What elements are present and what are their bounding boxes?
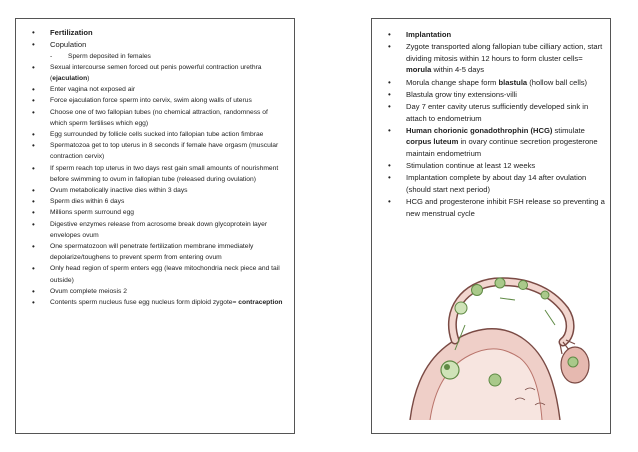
bullet-icon: • (32, 286, 35, 296)
item-text: Millions sperm surround egg (50, 209, 135, 217)
bold-term: Human chorionic gonadothrophin (HCG) (406, 125, 553, 135)
bullet-icon: • (388, 125, 391, 135)
two-cell-stage (519, 281, 528, 290)
bullet-icon: • (32, 264, 35, 274)
bullet-icon: • (32, 298, 35, 308)
item-text: Implantation complete by about day 14 after ovulation (should start next period) (406, 173, 587, 194)
bullet-icon: • (32, 62, 35, 72)
inner-cell-mass (444, 364, 450, 370)
item-text: in ovary continue secretion progesterone maintain endometrium (406, 137, 598, 158)
left-list-item (30, 140, 286, 162)
item-text: ) (87, 75, 90, 82)
item-text: Force ejaculation force sperm into cervix, swim along walls of uterus (50, 97, 252, 105)
right-list-item (386, 125, 608, 160)
zygote (541, 291, 549, 299)
item-text: Digestive enzymes release from acrosome break down glycoprotein layer envelopes ovum (50, 220, 268, 239)
left-notes-panel (15, 18, 295, 434)
bullet-icon: • (32, 197, 35, 207)
right-list-item (386, 160, 608, 172)
morula (472, 285, 483, 296)
left-list-item (30, 241, 286, 263)
item-text: Day 7 enter cavity uterus sufficiently developed sink in attach to endometrium (406, 101, 589, 123)
implantation-notes-list (386, 29, 608, 220)
bullet-icon: • (388, 197, 391, 207)
bullet-icon: • (388, 101, 391, 111)
right-list-item (386, 172, 608, 195)
item-text: Copulation (50, 39, 87, 49)
item-text: Choose one of two fallopian tubes (no chemical attraction, randomness of which sperm fertilises which egg) (50, 108, 268, 127)
left-list-item (30, 297, 286, 308)
item-text: Sperm dies within 6 days (50, 198, 125, 206)
right-list-item (386, 89, 608, 101)
left-list-item (30, 107, 286, 129)
bullet-icon: • (32, 107, 35, 117)
bullet-icon: • (32, 219, 35, 229)
item-text: Ovum complete meiosis 2 (50, 287, 127, 295)
item-text: within 4-5 days (431, 65, 485, 75)
item-text: stimulate (552, 125, 585, 135)
bold-term: contraception (238, 299, 283, 307)
left-list-item (30, 62, 286, 84)
bullet-icon: • (388, 42, 391, 52)
bold-term: Fertilization (50, 28, 93, 37)
bullet-icon: • (388, 161, 391, 171)
right-list-item (386, 41, 608, 76)
item-text: One spermatozoon will penetrate fertilization membrane immediately depolarize/toughens to prevent sperm from entering ovum (50, 243, 254, 262)
item-text: Only head region of sperm enters egg (leave mitochondria neck piece and tail outside) (50, 265, 280, 284)
left-list-item (30, 263, 286, 285)
bullet-icon: • (32, 39, 35, 49)
bold-term: morula (406, 65, 432, 75)
left-list-item (30, 219, 286, 241)
item-text: Sexual intercourse semen forced out penis powerful contraction urethra ( (50, 63, 262, 82)
item-text: Blastula grow tiny extensions-villi (406, 89, 517, 99)
bullet-icon: • (32, 186, 35, 196)
right-list-item (386, 196, 608, 219)
fertilization-notes-list (30, 27, 286, 308)
left-list-item (30, 27, 286, 39)
bullet-icon: • (32, 130, 35, 140)
right-list-item (386, 77, 608, 89)
bold-term: ejaculation (52, 75, 88, 82)
item-text: Spermatozoa get to top uterus in 8 seconds if female have orgasm (muscular contraction cervix) (50, 142, 279, 161)
item-text: Ovum metabolically inactive dies within 3 days (50, 187, 188, 195)
item-text: Contents sperm nucleus fuse egg nucleus form diploid zygote= (50, 299, 239, 307)
item-text: Sperm deposited in females (68, 52, 151, 60)
bullet-icon: • (32, 141, 35, 151)
bullet-icon: • (388, 30, 391, 39)
bold-term: corpus luteum (406, 137, 459, 147)
diagram-drawing (395, 270, 595, 420)
left-list-item (30, 51, 286, 62)
left-list-item (30, 185, 286, 196)
bullet-icon: • (388, 77, 391, 87)
item-text: HCG and progesterone inhibit FSH release so preventing a new menstrual cycle (406, 197, 605, 218)
left-list-item (30, 39, 286, 51)
bullet-icon: • (32, 85, 35, 95)
movement-arrows (500, 298, 555, 325)
fertilization-implantation-diagram-icon (395, 270, 595, 420)
bullet-icon: • (32, 96, 35, 106)
dash-marker: - (50, 52, 53, 60)
right-list-item (386, 29, 608, 41)
bold-term: blastula (498, 77, 528, 87)
item-text: Stimulation continue at least 12 weeks (406, 161, 536, 171)
right-list-item (386, 101, 608, 124)
left-list-item (30, 163, 286, 185)
bullet-icon: • (32, 242, 35, 252)
left-list-item (30, 286, 286, 297)
bullet-icon: • (388, 173, 391, 183)
bold-term: Implantation (406, 30, 452, 39)
bullet-icon: • (32, 208, 35, 218)
early-blastula (455, 302, 467, 314)
bullet-icon: • (32, 28, 35, 37)
left-list-item (30, 196, 286, 207)
item-text: Enter vagina not exposed air (50, 86, 136, 94)
bullet-icon: • (32, 163, 35, 173)
left-list-item (30, 84, 286, 95)
implanting-embryo (489, 374, 501, 386)
left-list-item (30, 129, 286, 140)
item-text: If sperm reach top uterus in two days rest gain small amounts of nourishment before swimming to ovum in fallopian tube (released during ovulation) (50, 164, 279, 183)
item-text: Egg surrounded by follicle cells sucked into fallopian tube action fimbrae (50, 131, 264, 139)
item-text: Morula change shape form (406, 77, 499, 87)
four-cell-stage (495, 278, 505, 288)
blastula (441, 361, 459, 379)
bullet-icon: • (388, 89, 391, 99)
item-text: Zygote transported along fallopian tube cilliary action, start dividing mitosis within 12 hours to form cluster cells= (406, 42, 603, 63)
item-text: (hollow ball cells) (527, 77, 588, 87)
follicle (568, 357, 578, 367)
left-list-item (30, 207, 286, 218)
left-list-item (30, 95, 286, 106)
